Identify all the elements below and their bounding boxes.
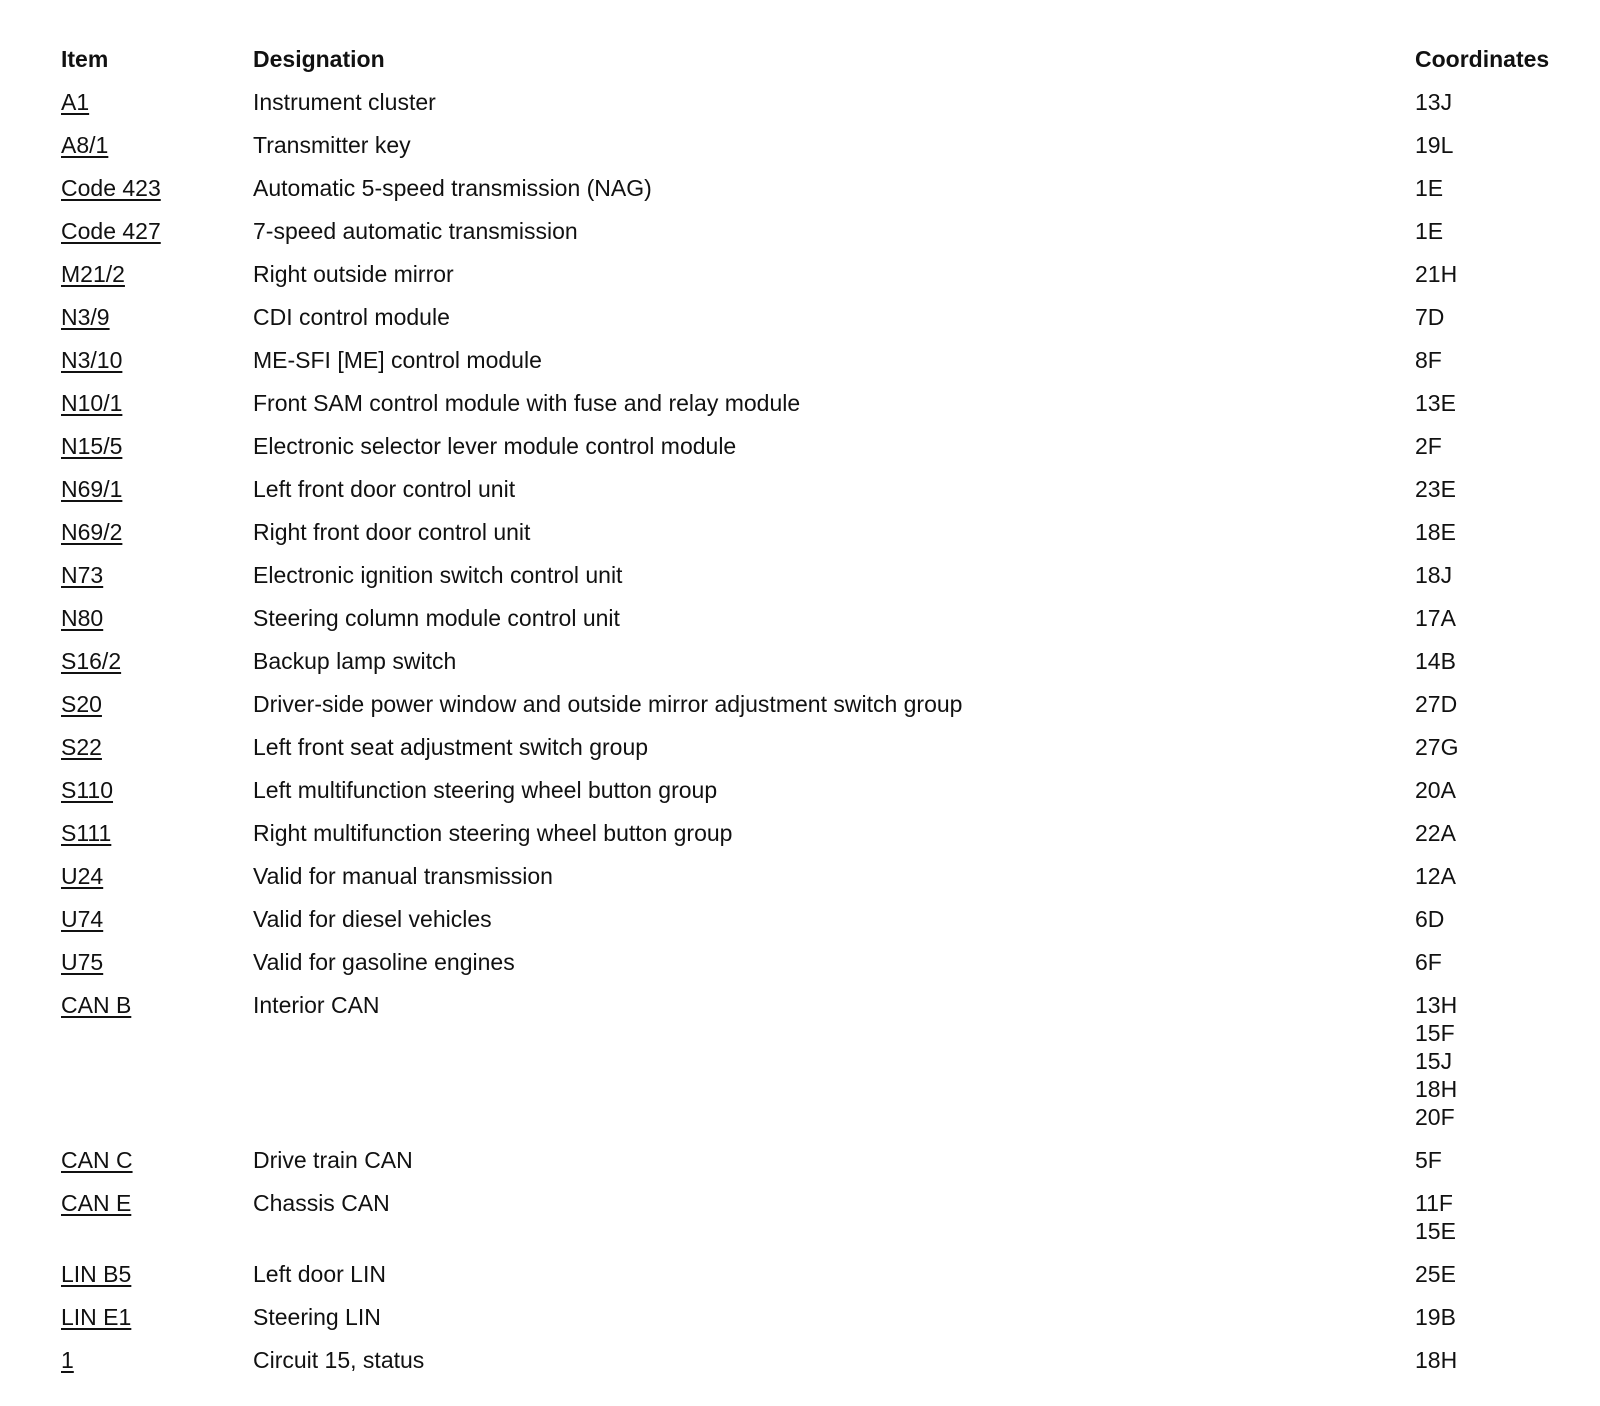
coordinate-value: 8F: [1415, 347, 1442, 373]
designation-cell: ME-SFI [ME] control module: [253, 347, 542, 373]
coordinate-value: 15J: [1415, 1048, 1453, 1074]
item-link[interactable]: Code 423: [61, 175, 161, 201]
table-row: [61, 1189, 1571, 1260]
coordinate-value: 2F: [1415, 433, 1442, 459]
designation-cell: Steering LIN: [253, 1304, 381, 1330]
designation-cell: Drive train CAN: [253, 1147, 413, 1173]
item-cell: [61, 733, 253, 776]
coordinates-cell: [1415, 518, 1571, 561]
item-cell: [61, 991, 253, 1146]
table-row: [61, 346, 1571, 389]
designation-cell: Automatic 5-speed transmission (NAG): [253, 175, 652, 201]
item-link[interactable]: CAN E: [61, 1190, 132, 1216]
item-link[interactable]: N15/5: [61, 433, 123, 459]
item-link[interactable]: Code 427: [61, 218, 161, 244]
item-cell: [61, 475, 253, 518]
table-row: [61, 432, 1571, 475]
legend-body: [61, 88, 1571, 1389]
coordinates-cell: [1415, 217, 1571, 260]
coordinate-value: 5F: [1415, 1147, 1442, 1173]
designation-cell: Left front door control unit: [253, 476, 516, 502]
table-row: [61, 1303, 1571, 1346]
coordinates-cell: [1415, 1146, 1571, 1189]
item-cell: [61, 1146, 253, 1189]
designation-cell: Driver-side power window and outside mirror adjustment switch group: [253, 691, 963, 717]
table-row: [61, 733, 1571, 776]
item-link[interactable]: A1: [61, 89, 90, 115]
coordinate-value: 27D: [1415, 691, 1458, 717]
coordinate-value: 13H: [1415, 992, 1458, 1018]
item-cell: [61, 1260, 253, 1303]
coordinates-cell: [1415, 905, 1571, 948]
designation-cell: Right front door control unit: [253, 519, 531, 545]
coordinate-value: 11F: [1415, 1190, 1453, 1216]
designation-cell: Instrument cluster: [253, 89, 436, 115]
coordinates-column-header: Coordinates: [1415, 46, 1550, 72]
coordinates-cell: [1415, 604, 1571, 647]
table-row: [61, 948, 1571, 991]
item-link[interactable]: N80: [61, 605, 104, 631]
table-row: [61, 561, 1571, 604]
table-row: [61, 991, 1571, 1146]
item-cell: [61, 604, 253, 647]
table-row: [61, 1260, 1571, 1303]
coordinates-cell: [1415, 303, 1571, 346]
coordinates-cell: [1415, 991, 1571, 1146]
item-link[interactable]: S22: [61, 734, 102, 760]
item-cell: [61, 217, 253, 260]
table-row: [61, 217, 1571, 260]
item-cell: [61, 131, 253, 174]
coordinates-cell: [1415, 561, 1571, 604]
coordinates-cell: [1415, 647, 1571, 690]
item-cell: [61, 1189, 253, 1260]
table-row: [61, 518, 1571, 561]
table-row: [61, 174, 1571, 217]
item-link[interactable]: S111: [61, 820, 112, 846]
table-row: [61, 690, 1571, 733]
item-link[interactable]: CAN C: [61, 1147, 133, 1173]
item-link[interactable]: LIN B5: [61, 1261, 132, 1287]
table-row: [61, 260, 1571, 303]
coordinate-value: 27G: [1415, 734, 1459, 760]
designation-cell: CDI control module: [253, 304, 450, 330]
table-row: [61, 389, 1571, 432]
coordinate-value: 18E: [1415, 519, 1456, 545]
designation-cell: Interior CAN: [253, 992, 380, 1018]
coordinate-value: 6D: [1415, 906, 1445, 932]
item-cell: [61, 303, 253, 346]
coordinate-value: 18H: [1415, 1347, 1458, 1373]
table-row: [61, 776, 1571, 819]
item-link[interactable]: N69/1: [61, 476, 123, 502]
designation-cell: Circuit 15, status: [253, 1347, 425, 1373]
item-link[interactable]: U74: [61, 906, 104, 932]
coordinates-cell: [1415, 475, 1571, 518]
coordinates-cell: [1415, 819, 1571, 862]
table-row: [61, 475, 1571, 518]
component-legend-table: [61, 45, 1571, 1389]
table-row: [61, 604, 1571, 647]
item-cell: [61, 647, 253, 690]
designation-cell: Backup lamp switch: [253, 648, 457, 674]
coordinates-cell: [1415, 131, 1571, 174]
table-row: [61, 131, 1571, 174]
coordinate-value: 1E: [1415, 218, 1444, 244]
item-link[interactable]: N73: [61, 562, 104, 588]
item-cell: [61, 346, 253, 389]
item-link[interactable]: S20: [61, 691, 102, 717]
designation-cell: Electronic ignition switch control unit: [253, 562, 623, 588]
item-link[interactable]: U75: [61, 949, 104, 975]
designation-cell: Right multifunction steering wheel button group: [253, 820, 733, 846]
item-link[interactable]: LIN E1: [61, 1304, 132, 1330]
item-link[interactable]: 1: [61, 1347, 74, 1373]
coordinate-value: 23E: [1415, 476, 1456, 502]
coordinate-value: 20F: [1415, 1104, 1455, 1130]
table-row: [61, 905, 1571, 948]
item-cell: [61, 862, 253, 905]
coordinates-cell: [1415, 1303, 1571, 1346]
item-column-header: Item: [61, 46, 109, 72]
coordinate-value: 19B: [1415, 1304, 1456, 1330]
item-link[interactable]: S16/2: [61, 648, 122, 674]
item-link[interactable]: CAN B: [61, 992, 132, 1018]
item-cell: [61, 432, 253, 475]
item-link[interactable]: N3/9: [61, 304, 110, 330]
designation-cell: Front SAM control module with fuse and relay module: [253, 390, 801, 416]
item-cell: [61, 260, 253, 303]
table-row: [61, 303, 1571, 346]
coordinate-value: 7D: [1415, 304, 1445, 330]
table-row: [61, 1346, 1571, 1389]
coordinate-value: 15E: [1415, 1218, 1456, 1244]
coordinates-cell: [1415, 432, 1571, 475]
designation-cell: Left multifunction steering wheel button group: [253, 777, 718, 803]
designation-cell: Transmitter key: [253, 132, 411, 158]
designation-cell: Left front seat adjustment switch group: [253, 734, 649, 760]
coordinates-cell: [1415, 690, 1571, 733]
header-row: [61, 45, 1571, 88]
designation-cell: Valid for diesel vehicles: [253, 906, 492, 932]
coordinates-cell: [1415, 776, 1571, 819]
table-row: [61, 647, 1571, 690]
item-cell: [61, 819, 253, 862]
coordinate-value: 19L: [1415, 132, 1454, 158]
item-cell: [61, 1346, 253, 1389]
coordinate-value: 1E: [1415, 175, 1444, 201]
coordinates-cell: [1415, 88, 1571, 131]
coordinate-value: 6F: [1415, 949, 1442, 975]
coordinate-value: 21H: [1415, 261, 1458, 287]
item-cell: [61, 389, 253, 432]
item-link[interactable]: N10/1: [61, 390, 123, 416]
coordinates-cell: [1415, 1189, 1571, 1260]
item-cell: [61, 1303, 253, 1346]
item-link[interactable]: N69/2: [61, 519, 123, 545]
coordinate-value: 18J: [1415, 562, 1453, 588]
item-cell: [61, 561, 253, 604]
item-cell: [61, 174, 253, 217]
coordinates-cell: [1415, 389, 1571, 432]
designation-cell: Chassis CAN: [253, 1190, 390, 1216]
designation-cell: 7-speed automatic transmission: [253, 218, 578, 244]
coordinates-cell: [1415, 1260, 1571, 1303]
table-row: [61, 1146, 1571, 1189]
designation-cell: Left door LIN: [253, 1261, 386, 1287]
coordinate-value: 25E: [1415, 1261, 1456, 1287]
designation-cell: Electronic selector lever module control module: [253, 433, 737, 459]
coordinate-value: 20A: [1415, 777, 1456, 803]
coordinates-cell: [1415, 948, 1571, 991]
table-row: [61, 862, 1571, 905]
coordinate-value: 22A: [1415, 820, 1456, 846]
designation-cell: Valid for manual transmission: [253, 863, 553, 889]
item-link[interactable]: N3/10: [61, 347, 123, 373]
coordinate-value: 17A: [1415, 605, 1456, 631]
coordinate-value: 15F: [1415, 1020, 1455, 1046]
coordinates-cell: [1415, 174, 1571, 217]
coordinate-value: 13J: [1415, 89, 1453, 115]
table-row: [61, 819, 1571, 862]
coordinates-cell: [1415, 346, 1571, 389]
table-row: [61, 88, 1571, 131]
item-cell: [61, 690, 253, 733]
coordinate-value: 14B: [1415, 648, 1456, 674]
item-link[interactable]: M21/2: [61, 261, 125, 287]
coordinate-value: 13E: [1415, 390, 1456, 416]
item-cell: [61, 88, 253, 131]
item-link[interactable]: S110: [61, 777, 114, 803]
coordinates-cell: [1415, 862, 1571, 905]
item-link[interactable]: A8/1: [61, 132, 109, 158]
designation-cell: Valid for gasoline engines: [253, 949, 515, 975]
coordinates-cell: [1415, 1346, 1571, 1389]
item-cell: [61, 948, 253, 991]
coordinates-cell: [1415, 733, 1571, 776]
coordinate-value: 12A: [1415, 863, 1456, 889]
item-link[interactable]: U24: [61, 863, 104, 889]
designation-cell: Right outside mirror: [253, 261, 454, 287]
item-cell: [61, 518, 253, 561]
designation-column-header: Designation: [253, 46, 385, 72]
item-cell: [61, 905, 253, 948]
coordinates-cell: [1415, 260, 1571, 303]
designation-cell: Steering column module control unit: [253, 605, 620, 631]
item-cell: [61, 776, 253, 819]
coordinate-value: 18H: [1415, 1076, 1458, 1102]
